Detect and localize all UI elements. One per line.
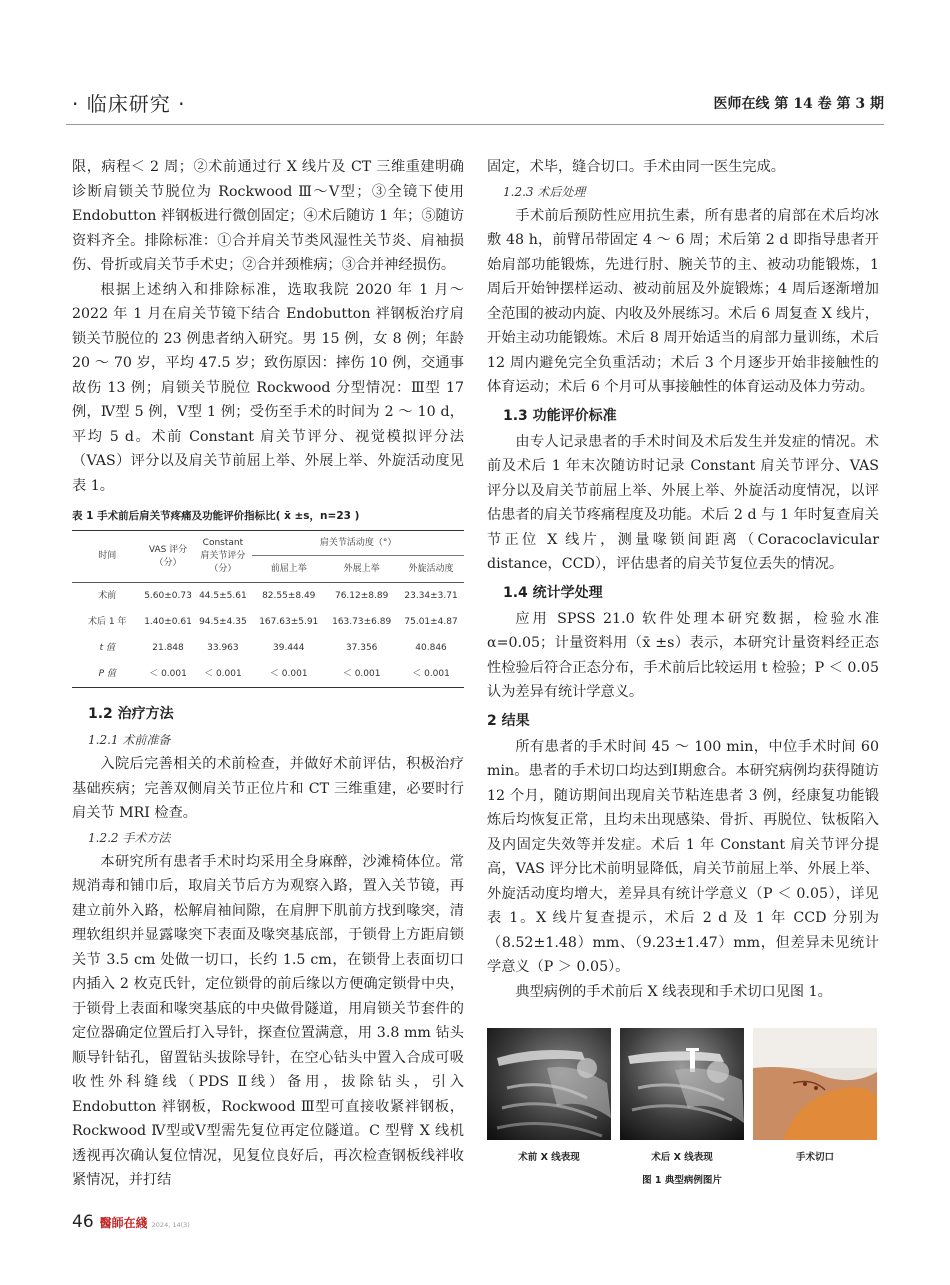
table-header-range: 肩关节活动度（°） [252, 531, 464, 556]
section-heading: 1.2 治疗方法 [88, 706, 174, 722]
journal-logo: 醫師在綫 [99, 1216, 148, 1230]
paragraph: 根据上述纳入和排除标准，选取我院 2020 年 1 月～ 2022 年 1 月在肩关节镜下结合 Endobutton 袢钢板治疗肩锁关节脱位的 23 例患者纳入研究。男 15 例，女 8 例；年龄 20 ～ 70 岁，平均 47.5 岁；致伤原因：摔伤 10 例，交通事故伤 13 例；肩锁关节脱位 Rockwood 分型情况：Ⅲ型 17 例，Ⅳ型 5 例，Ⅴ型 1 例；受伤至手术的时间为 2 ～ 10 d，平均 5 d。术前 Constant 肩关节评分、视觉模拟评分法（VAS）评分以及肩关节前屈上举、外展上举、外旋活动度见表 1。 [72, 281, 464, 494]
paragraph: 固定，术毕，缝合切口。手术由同一医生完成。 [487, 159, 785, 175]
table-row [72, 609, 464, 635]
table-cell: 33.963 [207, 642, 239, 653]
table-cell: 23.34±3.71 [398, 583, 464, 610]
table-cell: 94.5±4.35 [199, 616, 247, 627]
table-caption: 表 1 手术前后肩关节疼痛及功能评价指标比( x̄ ±s，n=23 ) [72, 510, 360, 522]
table-header-vas: VAS 评分（分） [143, 531, 194, 583]
section-heading: 2 结果 [487, 712, 530, 729]
paragraph: 本研究所有患者手术时均采用全身麻醉，沙滩椅体位。常规消毒和铺巾后，取肩关节后方为观察入路，置入关节镜，再建立前外入路，松解肩袖间隙，在肩胛下肌前方找到喙突，清理软组织并显露喙突下表面及喙突基底部，于锁骨上方距肩锁关节 3.5 cm 处做一切口，长约 1.5 cm，在锁骨上表面切口内插入 2 枚克氏针，定位锁骨的前后缘以方便确定锁骨中央，于锁骨上表面和喙突基底的中央做骨隧道，用肩锁关节套件的定位器确定位置后打入导针，探查位置满意，用 3.8 mm 钻头顺导针钻孔，留置钻头拔除导针，在空心钻头中置入合成可吸收性外科缝线（PDS Ⅱ线）备用，拔除钻头，引入 Endobutton 袢钢板，Rockwood Ⅲ型可直接收紧袢钢板，Rockwood Ⅳ型或Ⅴ型需先复位再定位隧道。C 型臂 X 线机透视再次确认复位情况，见复位良好后，再次检查钢板线袢收紧情况，并打结 [72, 853, 464, 1188]
section-heading: 1.3 功能评价标准 [503, 407, 617, 424]
table-cell: 1.40±0.61 [144, 616, 192, 627]
table-subheader: 外旋活动度 [408, 563, 454, 574]
table-cell: 术后 1 年 [88, 616, 127, 627]
paragraph: 所有患者的手术时间 45 ～ 100 min，中位手术时间 60 min。患者的手术切口均达到Ⅰ期愈合。本研究病例均获得随访 12 个月，随访期间出现肩关节粘连患者 3 例，经康复功能锻炼后均恢复正常，且均未出现感染、骨折、再脱位、钛板陷入及内固定失效等并发症。术后 1 年 Constant 肩关节评分提高，VAS 评分比术前明显降低，肩关节前屈上举、外展上举、外旋活动度均增大，差异具有统计学意义（P ＜ 0.05），详见表 1。X 线片复查提示，术后 2 d 及 1 年 CCD 分别为（8.52±1.48）mm、（9.23±1.47）mm，但差异未见统计学意义（P ＞ 0.05）。 [487, 738, 879, 975]
page-footer [72, 1212, 190, 1232]
table-cell: 75.01±4.87 [404, 616, 458, 627]
table-cell: 39.444 [273, 642, 305, 653]
left-column [72, 155, 464, 1193]
section-heading: 1.4 统计学处理 [503, 584, 603, 601]
paragraph: 限，病程＜ 2 周；②术前通过行 X 线片及 CT 三维重建明确诊断肩锁关节脱位为 Rockwood Ⅲ～Ⅴ型；③全镜下使用 Endobutton 袢钢板进行微创固定；④术后随访 1 年；⑤随访资料齐全。排除标准：①合并肩关节类风湿性关节炎、肩袖损伤、骨折或肩关节手术史；②合并颈椎病；③合并神经损伤。 [72, 159, 464, 273]
figure-label: 术前 X 线表现 [518, 1152, 580, 1163]
subsection-heading: 1.2.1 术前准备 [88, 733, 171, 747]
table-cell: 76.12±8.89 [325, 583, 398, 610]
journal-issue-header: 医师在线 第 14 卷 第 3 期 [713, 96, 884, 112]
issue-info: 2024, 14(3) [151, 1221, 190, 1229]
table-cell: 术前 [72, 583, 143, 610]
table-cell: 82.55±8.49 [252, 583, 325, 610]
figure-images [487, 1028, 877, 1140]
paragraph: 典型病例的手术前后 X 线表现和手术切口见图 1。 [515, 983, 832, 1000]
paragraph: 手术前后预防性应用抗生素，所有患者的肩部在术后均冰敷 48 h，前臂吊带固定 4 ～ 6 周；术后第 2 d 即指导患者开始肩部功能锻炼，先进行肘、腕关节的主、被动功能锻炼，1 周后开始钟摆样运动、被动前屈及外旋锻炼；4 周后逐渐增加全范围的被动内旋、内收及外展练习。术后 6 周复查 X 线片，开始主动功能锻炼。术后 8 周开始适当的肩部力量训练，术后 12 周内避免完全负重活动；术后 3 个月逐步开始非接触性的体育运动；术后 6 个月可从事接触性的体育运动及体力劳动。 [487, 207, 879, 395]
table-row [72, 635, 464, 661]
table-row [72, 583, 464, 610]
table-cell: t 值 [99, 642, 115, 653]
incision-photo [753, 1028, 877, 1140]
table-row [72, 661, 464, 688]
table-cell: ＜ 0.001 [398, 661, 464, 688]
table-cell: 167.63±5.91 [259, 616, 319, 627]
postop-xray-image [620, 1028, 744, 1140]
table-cell: ＜ 0.001 [194, 661, 253, 688]
table-cell: ＜ 0.001 [143, 661, 194, 688]
page-number: 46 [72, 1212, 94, 1232]
table-cell: 21.848 [152, 642, 184, 653]
table-cell: ＜ 0.001 [252, 661, 325, 688]
table-subheader: 外展上举 [343, 563, 380, 574]
header-divider [66, 124, 884, 125]
table-header-time: 时间 [72, 531, 143, 583]
table-header-constant: Constant 肩关节评分（分） [194, 531, 253, 583]
table-cell: 37.356 [345, 642, 378, 653]
figure-caption: 图 1 典型病例图片 [642, 1175, 722, 1186]
table-cell: 44.5±5.61 [194, 583, 253, 610]
results-table [72, 530, 464, 688]
subsection-heading: 1.2.3 术后处理 [503, 184, 586, 199]
subsection-heading: 1.2.2 手术方法 [88, 830, 171, 845]
preop-xray-image [487, 1028, 611, 1140]
right-column [487, 155, 879, 1004]
paragraph: 由专人记录患者的手术时间及术后发生并发症的情况。术前及术后 1 年末次随访时记录 Constant 肩关节评分、VAS 评分以及肩关节前屈上举、外展上举、外旋活动度情况，以评估患者的肩关节疼痛程度及功能。术后 2 d 与 1 年时复查肩关节正位 X 线片，测量喙锁间距离（Coracoclavicular distance，CCD），评估患者的肩关节复位丢失的情况。 [487, 433, 879, 572]
paragraph: 入院后完善相关的术前检查，并做好术前评估，积极治疗基础疾病；完善双侧肩关节正位片和 CT 三维重建，必要时行肩关节 MRI 检查。 [72, 756, 464, 821]
figure-label: 手术切口 [795, 1152, 834, 1163]
table-cell: ＜ 0.001 [325, 661, 398, 688]
table-subheader: 前屈上举 [270, 563, 307, 574]
figure-label: 术后 X 线表现 [651, 1152, 713, 1163]
paragraph: 应用 SPSS 21.0 软件处理本研究数据，检验水准 α=0.05；计量资料用（x̄ ±s）表示，本研究计量资料经正态性检验后符合正态分布，手术前后比较运用 t 检验；P ＜ 0.05 认为差异有统计学意义。 [487, 610, 879, 700]
table-cell: 40.846 [415, 642, 447, 653]
table-cell: P 值 [72, 661, 143, 688]
section-header: · 临床研究 · [72, 92, 186, 116]
table-cell: 5.60±0.73 [143, 583, 194, 610]
table-cell: 163.73±6.89 [332, 616, 392, 627]
